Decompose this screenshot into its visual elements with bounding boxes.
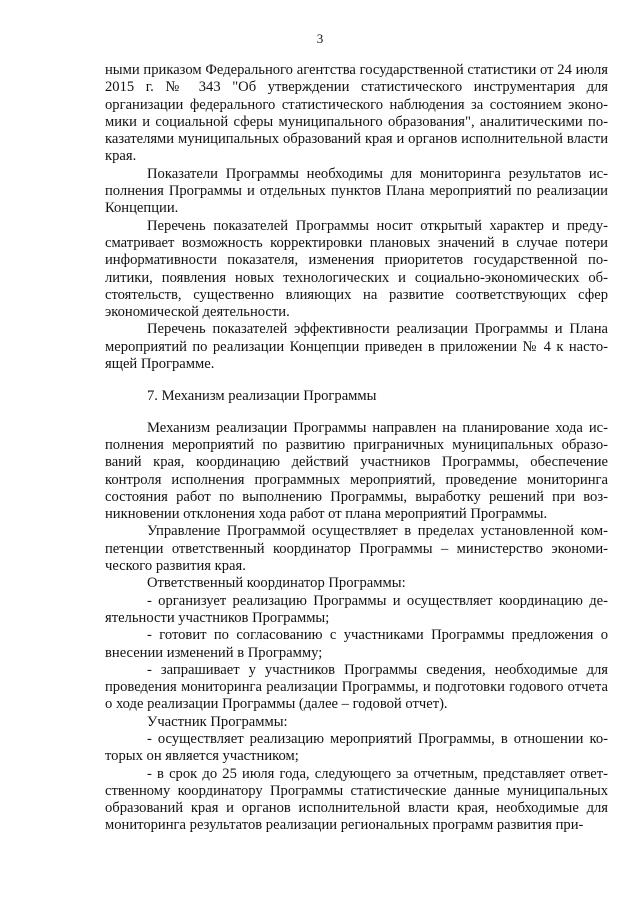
list-item: - запрашивает у участников Программы сведения, необходимые для проведения мониторинга реализации Программы, и подготовки годового отчета о ходе реализации Программы (далее – годовой отчет). xyxy=(105,661,608,713)
list-item: - организует реализацию Программы и осуществляет координацию деятельности участников Программы; xyxy=(105,592,608,626)
paragraph: Механизм реализации Программы направлен на планирование хода исполнения мероприятий по развитию приграничных муниципальных образований края, координацию действий участников Программы, обеспечение контроля исполнения программных мероприятий, проведение мониторинга состояния работ по выполнению Программы, выработку решений при возникновении отклонения хода работ от плана мероприятий Программы. xyxy=(105,419,608,523)
paragraph: Перечень показателей эффективности реализации Программы и Плана мероприятий по реализации Концепции приведен в приложении № 4 к настоящей Программе. xyxy=(105,321,608,373)
list-item: - готовит по согласованию с участниками Программы предложения о внесении изменений в Программу; xyxy=(105,627,608,661)
paragraph: Управление Программой осуществляет в пределах установленной компетенции ответственный координатор Программы – министерство экономического развития края. xyxy=(105,523,608,575)
page-number: 3 xyxy=(316,31,324,46)
document-body xyxy=(105,62,608,835)
section-heading: 7. Механизм реализации Программы xyxy=(147,388,377,405)
paragraph: Показатели Программы необходимы для мониторинга результатов исполнения Программы и отдельных пунктов Плана мероприятий по реализации Концепции. xyxy=(105,165,608,217)
list-item: - в срок до 25 июля года, следующего за отчетным, представляет ответственному координатору Программы статистические данные муниципальных образований края и органов исполнительной власти края, необходимые для мониторинга результатов реализации региональных программ развития при- xyxy=(105,765,608,834)
paragraph: ными приказом Федерального агентства государственной статистики от 24 июля 2015 г. № 343 "Об утверждении статистического инструментария для организации федерального статистического наблюдения за состоянием экономики и социальной сферы муниципального образования", аналитическими показателями муниципальных образований края и органов исполнительной власти края. xyxy=(105,62,608,165)
paragraph: Ответственный координатор Программы: xyxy=(147,575,406,592)
paragraph: Участник Программы: xyxy=(147,713,288,730)
paragraph: Перечень показателей Программы носит открытый характер и предусматривает возможность корректировки плановых значений в случае потери информативности показателя, изменения приоритетов государственной политики, появления новых технологических и социально-экономических обстоятельств, существенно влияющих на развитие соответствующих сфер экономической деятельности. xyxy=(105,217,608,321)
list-item: - осуществляет реализацию мероприятий Программы, в отношении которых он является участником; xyxy=(105,730,608,765)
